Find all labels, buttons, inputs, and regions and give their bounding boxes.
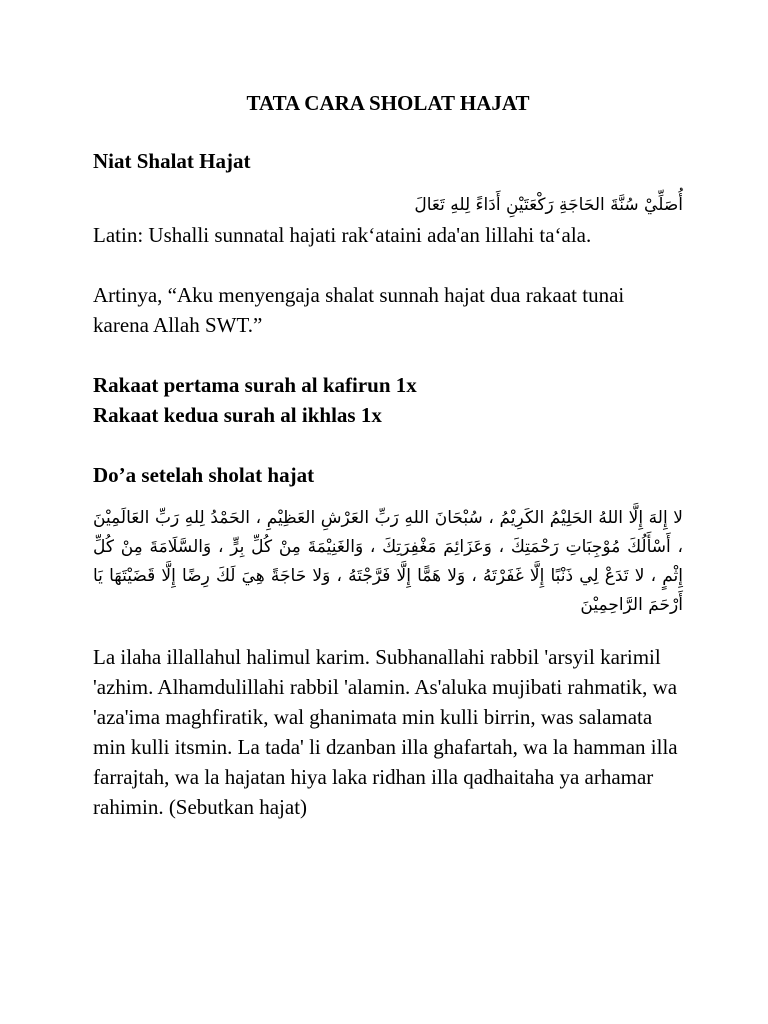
spacer [93, 490, 683, 504]
niat-arabic-text: أُصَلِّيْ سُنَّةَ الحَاجَةِ رَكْعَتَيْنِ أَدَاءً لِلهِ تَعَالَ [414, 195, 683, 215]
spacer [93, 620, 683, 642]
niat-heading: Niat Shalat Hajat [93, 149, 251, 173]
doa-heading: Do’a setelah sholat hajat [93, 463, 315, 487]
spacer [93, 430, 683, 460]
spacer [93, 250, 683, 280]
doa-latin-text: La ilaha illallahul halimul karim. Subhanallahi rabbil 'arsyil karimil 'azhim. Alhamdulillahi rabbil 'alamin. As'aluka mujibati rahmatik, wa 'aza'ima maghfiratik, wal ghanimata min kulli birrin, was salamata min kulli itsmin. La tada' li dzanban illa ghafartah, wa la hamman illa farrajtah, wa la hajatan hiya laka ridhan illa qadhaitaha ya arhamar rahimin. (Sebutkan hajat) [93, 645, 678, 819]
rakaat-first-line: Rakaat pertama surah al kafirun 1x [93, 373, 417, 397]
doa-arabic-text: لا إِلهَ إِلَّا اللهُ الحَلِيْمُ الكَرِيْمُ ، سُبْحَانَ اللهِ رَبِّ العَرْشِ العَظِيْمِ ، الحَمْدُ لِلهِ رَبِّ العَالَمِيْنَ ، أَسْأَلُكَ مُوْجِبَاتِ رَحْمَتِكَ ، وَعَزَائِمَ مَغْفِرَتِكَ ، وَالغَنِيْمَةَ مِنْ كُلِّ بِرٍّ ، وَالسَّلَامَةَ مِنْ كُلِّ إِثْمٍ ، لا تَدَعْ لِي ذَنْبًا إِلَّا غَفَرْتَهُ ، وَلا هَمًّا إِلَّا فَرَّجْتَهُ ، وَلا حَاجَةً هِيَ لَكَ رِضًا إِلَّا قَضَيْتَهَا يَا أَرْحَمَ الرَّاحِمِيْنَ [93, 508, 683, 615]
spacer [93, 176, 683, 190]
niat-meaning-text: Artinya, “Aku menyengaja shalat sunnah hajat dua rakaat tunai karena Allah SWT.” [93, 283, 625, 337]
document-title: TATA CARA SHOLAT HAJAT [246, 91, 530, 115]
rakaat-second-line: Rakaat kedua surah al ikhlas 1x [93, 403, 382, 427]
document-page [93, 88, 683, 822]
niat-latin-text: Latin: Ushalli sunnatal hajati rak‘ataini ada'an lillahi ta‘ala. [93, 223, 592, 247]
spacer [93, 340, 683, 370]
